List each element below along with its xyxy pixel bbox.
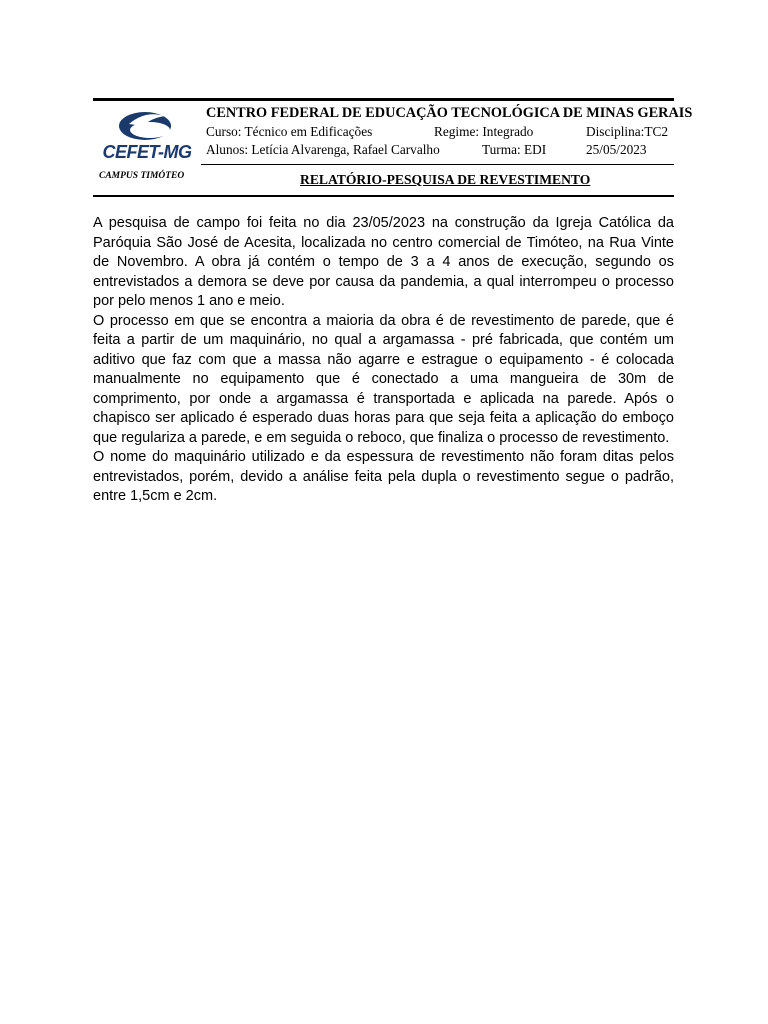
body-paragraph: O processo em que se encontra a maioria da obra é de revestimento de parede, que é feita a partir de um maquinário, no qual a argamassa - pré fabricada, que contém um aditivo que faz com que a massa não agarre e estrague o equipamento - é colocada manualmente no equipamento que é conectado a uma mangueira de 30m de comprimento, por onde a argamassa é transportada e aplicada na parede. Após o chapisco ser aplicado é esperado duas horas para que seja feita a aplicação do emboço que regulariza a parede, e em seguida o reboco, que finaliza o processo de revestimento. bbox=[93, 312, 674, 446]
cefet-logo-emblem-icon bbox=[99, 108, 189, 142]
header-middle-rule bbox=[201, 164, 674, 165]
regime-label: Regime: Integrado bbox=[434, 124, 534, 139]
report-title: RELATÓRIO-PESQUISA DE REVESTIMENTO bbox=[300, 172, 591, 187]
document-header bbox=[93, 98, 693, 198]
logo-wordmark: CEFET-MG bbox=[102, 142, 192, 162]
class-label: Turma: EDI bbox=[482, 142, 547, 157]
students-label: Alunos: Letícia Alvarenga, Rafael Carvalho bbox=[206, 142, 440, 157]
header-bottom-rule bbox=[93, 195, 674, 197]
course-label: Curso: Técnico em Edificações bbox=[206, 124, 373, 139]
institution-name: CENTRO FEDERAL DE EDUCAÇÃO TECNOLÓGICA DE MINAS GERAIS bbox=[206, 105, 693, 121]
report-body bbox=[93, 214, 674, 507]
campus-label: CAMPUS TIMÓTEO bbox=[99, 171, 185, 181]
body-paragraph: A pesquisa de campo foi feita no dia 23/05/2023 na construção da Igreja Católica da Paróquia São José de Acesita, localizada no centro comercial de Timóteo, na Rua Vinte de Novembro. A obra já contém o tempo de 3 a 4 anos de execução, segundo os entrevistados a demora se deve por causa da pandemia, a qual interrompeu o processo por pelo menos 1 ano e meio. bbox=[93, 215, 674, 309]
cefet-mg-logo bbox=[99, 108, 192, 166]
date-label: 25/05/2023 bbox=[586, 142, 647, 157]
header-top-rule bbox=[93, 98, 674, 101]
discipline-label: Disciplina:TC2 bbox=[586, 124, 668, 139]
body-paragraph: O nome do maquinário utilizado e da espessura de revestimento não foram ditas pelos entrevistados, porém, devido a análise feita pela dupla o revestimento segue o padrão, entre 1,5cm e 2cm. bbox=[93, 449, 674, 504]
